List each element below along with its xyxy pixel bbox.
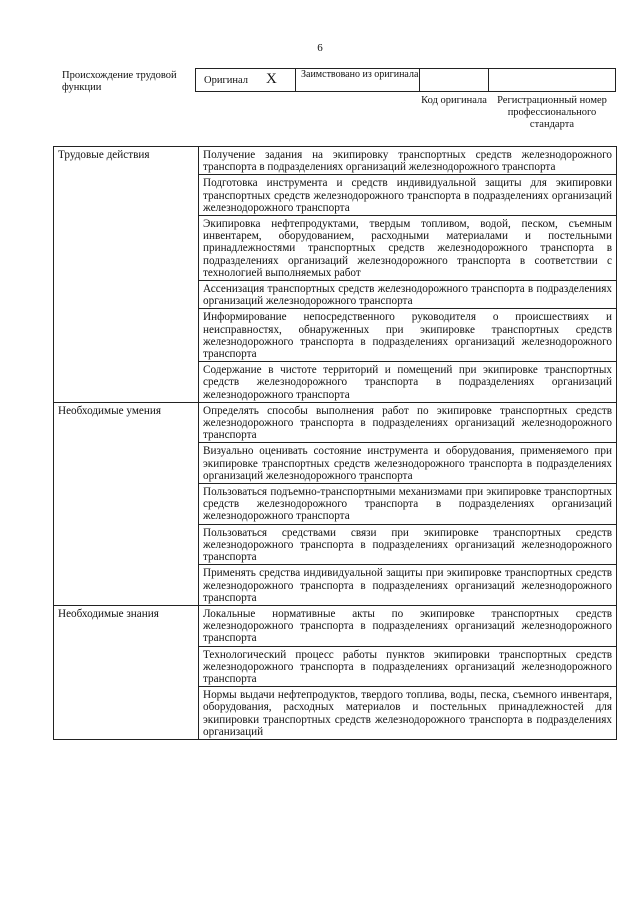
item-cell: Экипировка нефтепродуктами, твердым топливом, водой, песком, съемным инвентарем, оборудованием, расходными материалами и постельными принадлежностями транспортных средств железнодорожного транспорта в подразделениях организаций железнодорожного транспорта в соответствии с технологией выполняемых работ: [199, 216, 617, 281]
item-cell: Информирование непосредственного руководителя о происшествиях и неисправностях, обнаруженных при экипировке транспортных средств железнодорожного транспорта в подразделениях организаций железнодорожного транспорта: [199, 309, 617, 362]
item-cell: Получение задания на экипировку транспортных средств железнодорожного транспорта в подразделениях организаций железнодорожного транспорта: [199, 147, 617, 175]
item-cell: Подготовка инструмента и средств индивидуальной защиты для экипировки транспортных средств железнодорожного транспорта в подразделениях организаций железнодорожного транспорта: [199, 175, 617, 216]
item-cell: Пользоваться подъемно-транспортными механизмами при экипировке транспортных средств железнодорожного транспорта в подразделениях организаций железнодорожного транспорта: [199, 484, 617, 525]
original-cell: [195, 68, 296, 92]
category-cell: Необходимые умения: [54, 402, 199, 605]
original-mark: X: [266, 71, 277, 87]
item-cell: Локальные нормативные акты по экипировке транспортных средств железнодорожного транспорта в подразделениях организаций железнодорожного транспорта: [199, 605, 617, 646]
table-row: [54, 147, 617, 175]
category-cell: Трудовые действия: [54, 147, 199, 403]
item-cell: Содержание в чистоте территорий и помещений при экипировке транспортных средств железнодорожного транспорта в подразделениях организаций железнодорожного транспорта: [199, 362, 617, 403]
reg-number-label: Регистрационный номер профессионального стандарта: [497, 95, 607, 130]
code-cell: [419, 68, 489, 92]
reg-number-cell: [488, 68, 616, 92]
item-cell: Применять средства индивидуальной защиты при экипировке транспортных средств железнодорожного транспорта в подразделениях организаций железнодорожного транспорта: [199, 565, 617, 606]
item-cell: Пользоваться средствами связи при экипировке транспортных средств железнодорожного транспорта в подразделениях организаций железнодорожного транспорта: [199, 524, 617, 565]
item-cell: Ассенизация транспортных средств железнодорожного транспорта в подразделениях организаций железнодорожного транспорта: [199, 281, 617, 309]
item-cell: Определять способы выполнения работ по экипировке транспортных средств железнодорожного транспорта в подразделениях организаций железнодорожного транспорта: [199, 402, 617, 443]
page-number: 6: [317, 42, 323, 54]
borrowed-cell: [295, 68, 420, 92]
table-row: [54, 605, 617, 646]
item-cell: Технологический процесс работы пунктов экипировки транспортных средств железнодорожного транспорта в подразделениях организаций железнодорожного транспорта: [199, 646, 617, 687]
category-cell: Необходимые знания: [54, 605, 199, 739]
original-label: Оригинал: [204, 75, 248, 86]
item-cell: Нормы выдачи нефтепродуктов, твердого топлива, воды, песка, съемного инвентаря, оборудования, расходных материалов и постельных принадлежностей для экипировки транспортных средств железнодорожного транспорта в подразделениях организаций: [199, 687, 617, 740]
item-cell: Визуально оценивать состояние инструмента и оборудования, применяемого при экипировке транспортных средств железнодорожного транспорта в подразделениях организаций железнодорожного транспорта: [199, 443, 617, 484]
code-label: Код оригинала: [421, 95, 487, 106]
table-row: [54, 402, 617, 443]
borrowed-label: Заимствовано из оригинала: [301, 69, 419, 80]
origin-label: Происхождение трудовой функции: [62, 70, 177, 93]
labor-function-table: [53, 146, 617, 740]
